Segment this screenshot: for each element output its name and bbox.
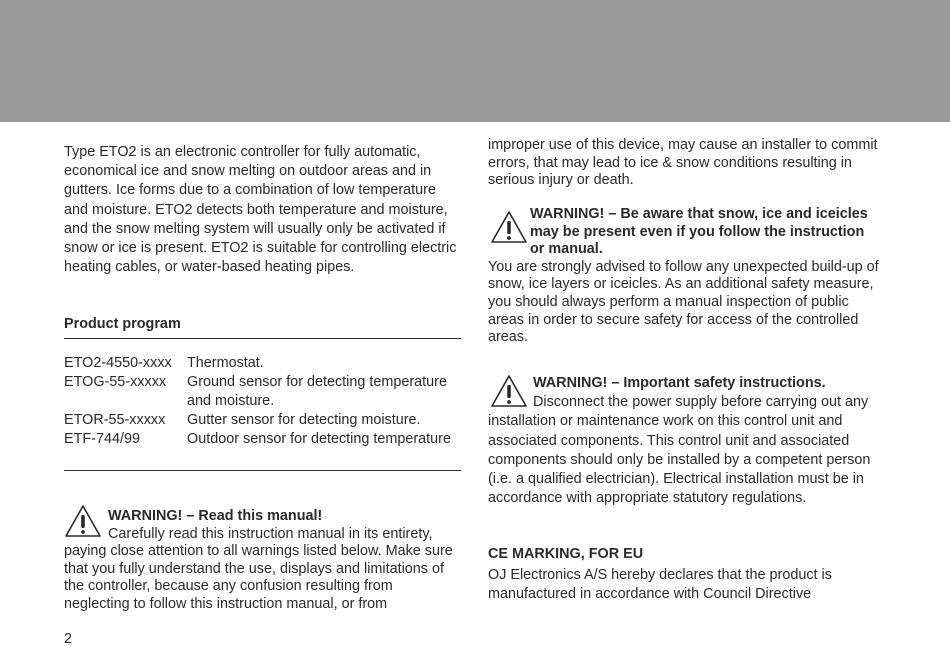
ce-marking-text: OJ Electronics A/S hereby declares that the product is manufactured in accordance with Council Directive	[488, 567, 832, 603]
product-description: Gutter sensor for detecting moisture.	[187, 412, 421, 428]
product-description: Ground sensor for detecting temperature and moisture.	[187, 374, 447, 409]
continuation-paragraph: improper use of this device, may cause an installer to commit errors, that may lead to ice & snow conditions resulting in serious injury or death.	[488, 137, 878, 189]
product-code: ETOR-55-xxxxx	[64, 412, 166, 428]
product-code: ETO2-4550-xxxx	[64, 355, 172, 371]
table-row	[64, 411, 461, 430]
intro-paragraph: Type ETO2 is an electronic controller for fully automatic, economical ice and snow melting on outdoor areas and in gutters. Ice forms due to a combination of low temperature and moisture. ETO2 detects both temperature and moisture, and the snow melting system will usually only be activated if snow or ice is present. ETO2 is suitable for controlling electric heating cables, or water-based heating pipes.	[64, 144, 457, 276]
warning-title: WARNING! – Important safety instructions.	[533, 375, 826, 391]
warning-title: WARNING! – Be aware that snow, ice and iceicles may be present even if you follow the instruction or manual.	[530, 206, 868, 258]
table-bottom-rule	[64, 470, 461, 471]
table-row	[64, 430, 461, 449]
warning-title: WARNING! – Read this manual!	[108, 508, 323, 524]
product-code: ETF-744/99	[64, 431, 140, 447]
product-table	[64, 354, 461, 449]
warning-body: Disconnect the power supply before carrying out any installation or maintenance work on this control unit and associated components. This control unit and associated components should only be installed by a competent person (i.e. a qualified electrician). Electrical installation must be in accordance with appropriate statutory regulations.	[488, 394, 871, 507]
header-banner	[0, 0, 950, 122]
table-top-rule	[64, 338, 461, 339]
table-row	[64, 354, 461, 373]
product-code: ETOG-55-xxxxx	[64, 374, 167, 390]
warning-snow-ice	[488, 206, 886, 347]
page-number: 2	[64, 631, 73, 647]
warning-read-manual	[64, 508, 462, 614]
product-description: Thermostat.	[187, 355, 264, 371]
warning-body: Carefully read this instruction manual in its entirety, paying close attention to all warnings listed below. Make sure that you fully understand the use, displays and limitations of the controller, because any confusion resulting from neglecting to follow this instruction manual, or from	[64, 525, 453, 612]
warning-safety	[488, 374, 886, 508]
table-row	[64, 373, 461, 411]
warning-body: You are strongly advised to follow any unexpected build-up of snow, ice layers or iceicles. As an additional safety measure, you should always perform a manual inspection of public areas in order to secure safety for access of the controlled areas.	[488, 258, 879, 346]
ce-marking-heading: CE MARKING, FOR EU	[488, 546, 644, 562]
product-program-heading: Product program	[64, 316, 181, 332]
product-description: Outdoor sensor for detecting temperature	[187, 431, 451, 447]
